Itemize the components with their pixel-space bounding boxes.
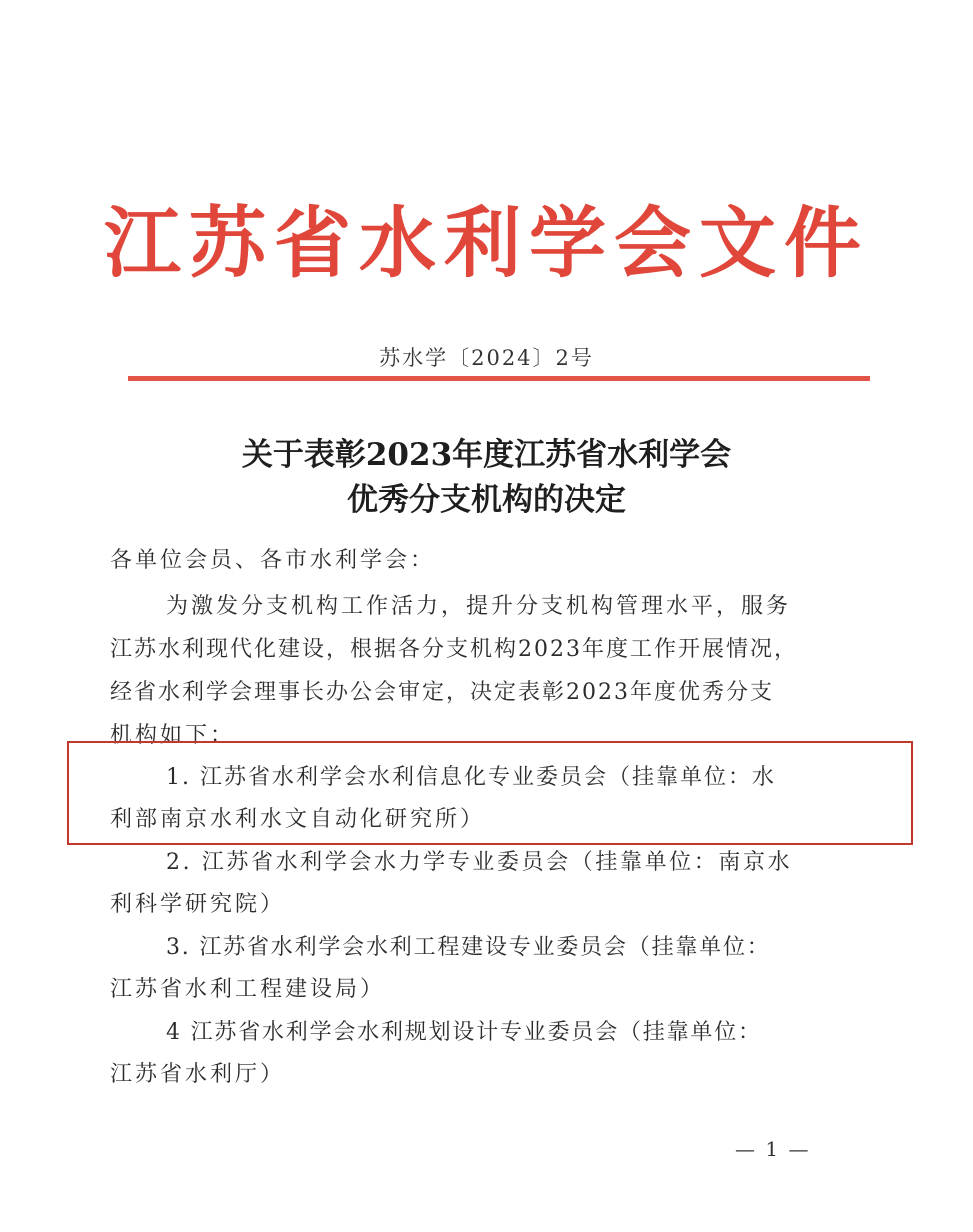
- document-title-line-1: 关于表彰2023年度江苏省水利学会: [241, 437, 732, 473]
- body-paragraph-line: 经省水利学会理事长办公会审定，决定表彰2023年度优秀分支: [110, 680, 774, 705]
- header-divider: [128, 376, 870, 381]
- body-paragraph-line: 为激发分支机构工作活力，提升分支机构管理水平，服务: [166, 594, 792, 619]
- document-header-title: 江苏省水利学会文件: [104, 200, 869, 289]
- document-title-line-2: 优秀分支机构的决定: [347, 482, 626, 518]
- salutation: 各单位会员、各市水利学会：: [110, 548, 436, 573]
- list-item-line: 4 江苏省水利学会水利规划设计专业委员会（挂靠单位：: [166, 1020, 762, 1045]
- body-paragraph-line: 机构如下：: [110, 723, 236, 748]
- list-item-line: 利部南京水利水文自动化研究所）: [110, 807, 486, 832]
- list-item-line: 利科学研究院）: [110, 892, 286, 917]
- list-item-line: 1. 江苏省水利学会水利信息化专业委员会（挂靠单位：水: [166, 765, 776, 790]
- list-item-line: 江苏省水利厅）: [110, 1062, 286, 1087]
- body-paragraph-line: 江苏水利现代化建设，根据各分支机构2023年度工作开展情况，: [110, 637, 798, 662]
- list-item-line: 江苏省水利工程建设局）: [110, 977, 386, 1002]
- list-item-line: 3. 江苏省水利学会水利工程建设专业委员会（挂靠单位：: [166, 935, 771, 960]
- document-number: 苏水学〔2024〕2号: [379, 346, 594, 370]
- list-item-line: 2. 江苏省水利学会水力学专业委员会（挂靠单位：南京水: [166, 850, 793, 875]
- page-number: — 1 —: [735, 1137, 811, 1161]
